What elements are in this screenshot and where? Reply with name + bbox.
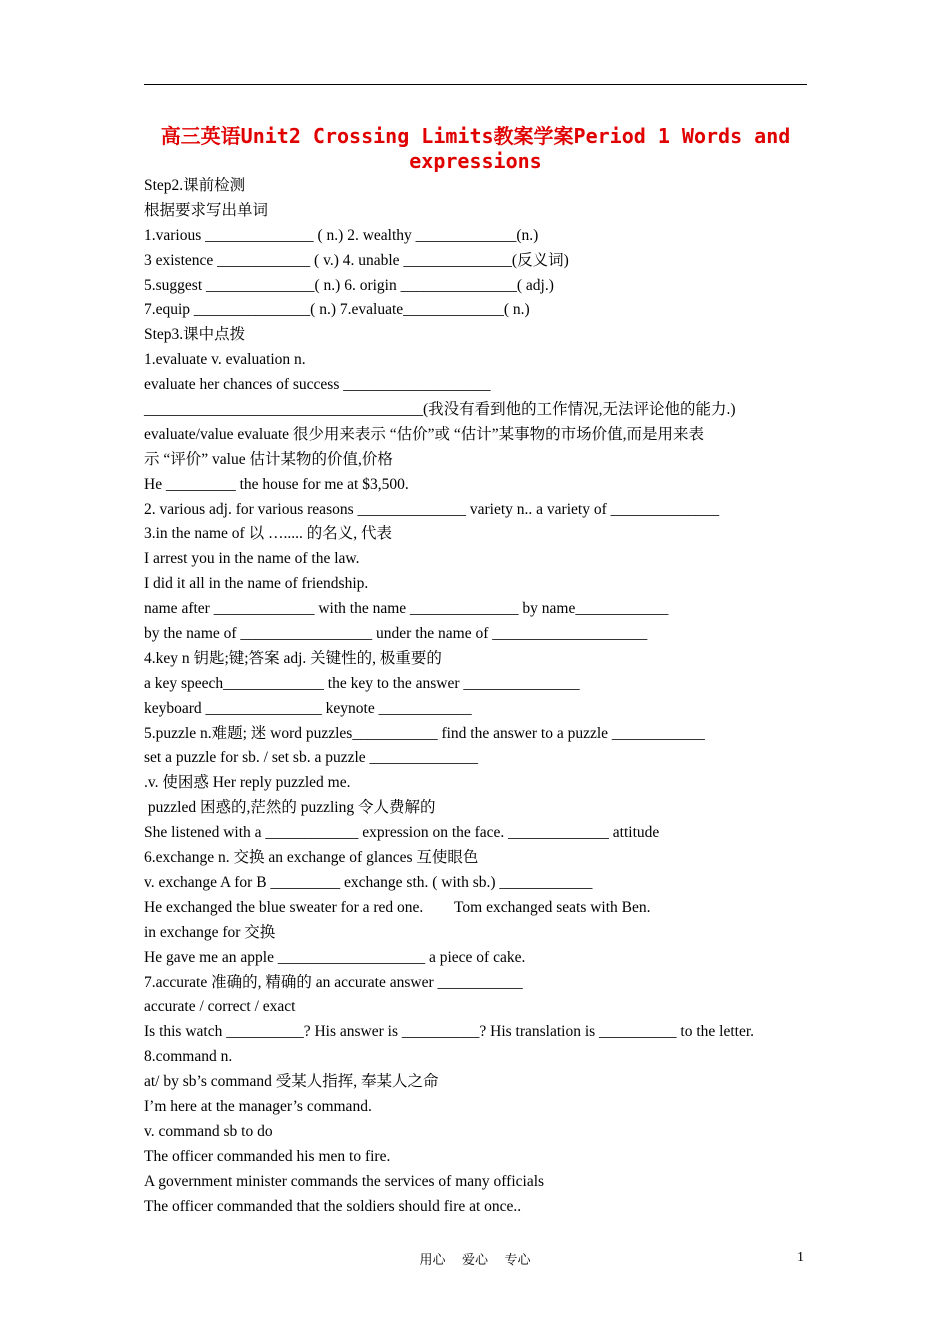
footer-motto: 用心 爱心 专心 bbox=[419, 1253, 531, 1268]
text-line: 根据要求写出单词 bbox=[144, 201, 269, 219]
text-line: She listened with a ____________ expression on the face. _____________ attitude bbox=[144, 824, 660, 842]
text-line: 8.command n. bbox=[144, 1048, 233, 1066]
text-line: in exchange for 交换 bbox=[144, 923, 276, 941]
text-line: I did it all in the name of friendship. bbox=[144, 575, 369, 593]
document-body bbox=[144, 174, 814, 1219]
text-line: 1.various ______________ ( n.) 2. wealthy _____________(n.) bbox=[144, 226, 539, 244]
page-number: 1 bbox=[797, 1250, 804, 1265]
text-line: at/ by sb’s command 受某人指挥, 奉某人之命 bbox=[144, 1073, 439, 1091]
text-line: He exchanged the blue sweater for a red one. Tom exchanged seats with Ben. bbox=[144, 898, 651, 916]
text-line: He _________ the house for me at $3,500. bbox=[144, 475, 409, 493]
text-line: I arrest you in the name of the law. bbox=[144, 550, 360, 568]
text-line: .v. 使困惑 Her reply puzzled me. bbox=[144, 774, 351, 792]
text-line: name after _____________ with the name ______________ by name____________ bbox=[144, 600, 669, 618]
text-line: v. exchange A for B _________ exchange sth. ( with sb.) ____________ bbox=[144, 873, 593, 891]
text-line: 5.suggest ______________( n.) 6. origin _______________( adj.) bbox=[144, 276, 554, 294]
text-line: evaluate/value evaluate 很少用来表示 “估价”或 “估计”某事物的市场价值,而是用来表 bbox=[144, 425, 705, 443]
text-line: 示 “评价” value 估计某物的价值,价格 bbox=[144, 450, 393, 468]
text-line: 2. various adj. for various reasons ______________ variety n.. a variety of ______________ bbox=[144, 500, 720, 518]
text-line: v. command sb to do bbox=[144, 1122, 273, 1140]
text-line: The officer commanded that the soldiers should fire at once.. bbox=[144, 1197, 522, 1215]
text-line: evaluate her chances of success ___________________ bbox=[144, 376, 491, 394]
page-title: 高三英语Unit2 Crossing Limits教案学案Period 1 Words and expressions bbox=[160, 124, 791, 173]
text-line: 6.exchange n. 交换 an exchange of glances 互使眼色 bbox=[144, 849, 479, 867]
text-line: 3.in the name of 以 …..... 的名义, 代表 bbox=[144, 525, 392, 543]
text-line: Step3.课中点拨 bbox=[144, 326, 246, 344]
text-line: 1.evaluate v. evaluation n. bbox=[144, 351, 306, 369]
text-line: ____________________________________(我没有看到他的工作情况,无法评论他的能力.) bbox=[144, 401, 736, 419]
text-line: Step2.课前检测 bbox=[144, 177, 246, 194]
text-line: keyboard _______________ keynote ____________ bbox=[144, 699, 472, 717]
text-line: He gave me an apple ___________________ a piece of cake. bbox=[144, 948, 526, 966]
text-line: accurate / correct / exact bbox=[144, 998, 296, 1016]
text-line: 3 existence ____________ ( v.) 4. unable ______________(反义词) bbox=[144, 251, 569, 269]
text-line: I’m here at the manager’s command. bbox=[144, 1097, 372, 1115]
text-line: 4.key n 钥匙;键;答案 adj. 关键性的, 极重要的 bbox=[144, 649, 442, 667]
header-rule bbox=[144, 84, 807, 85]
text-line: a key speech_____________ the key to the answer _______________ bbox=[144, 674, 580, 692]
text-line: 7.equip _______________( n.) 7.evaluate_____________( n.) bbox=[144, 301, 530, 319]
text-line: Is this watch __________? His answer is __________? His translation is __________ to the letter. bbox=[144, 1023, 755, 1041]
text-line: puzzled 困惑的,茫然的 puzzling 令人费解的 bbox=[144, 799, 436, 817]
text-line: 7.accurate 准确的, 精确的 an accurate answer ___________ bbox=[144, 973, 523, 991]
text-line: 5.puzzle n.难题; 迷 word puzzles___________ find the answer to a puzzle ____________ bbox=[144, 724, 705, 742]
text-line: by the name of _________________ under the name of ____________________ bbox=[144, 625, 648, 643]
text-line: A government minister commands the services of many officials bbox=[144, 1172, 545, 1190]
text-line: set a puzzle for sb. / set sb. a puzzle ______________ bbox=[144, 749, 479, 767]
text-line: The officer commanded his men to fire. bbox=[144, 1147, 391, 1165]
